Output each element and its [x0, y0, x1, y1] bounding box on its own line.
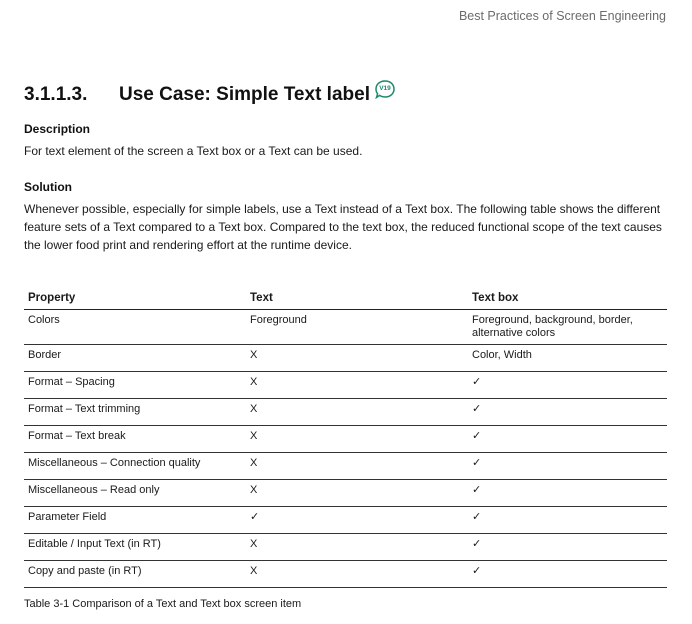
cell-text-box: ✓ — [468, 399, 667, 426]
cell-text-box: Foreground, background, border, alternative colors — [468, 310, 667, 345]
cell-text-box: ✓ — [468, 480, 667, 507]
cell-text: X — [246, 453, 468, 480]
cell-text: X — [246, 399, 468, 426]
cell-property: Editable / Input Text (in RT) — [24, 534, 246, 561]
cell-text: X — [246, 345, 468, 372]
cell-property: Colors — [24, 310, 246, 345]
cell-text: Foreground — [246, 310, 468, 345]
cell-text-box: ✓ — [468, 453, 667, 480]
comparison-table — [24, 286, 667, 588]
cell-text-box: ✓ — [468, 372, 667, 399]
header-text: Text — [246, 286, 468, 310]
cell-text: X — [246, 561, 468, 588]
table-row — [24, 534, 667, 561]
table-row — [24, 310, 667, 345]
cell-property: Border — [24, 345, 246, 372]
section-heading — [24, 82, 397, 106]
section-title: Use Case: Simple Text label — [119, 84, 370, 105]
cell-text-box: ✓ — [468, 561, 667, 588]
table-header-row — [24, 286, 667, 310]
table-row — [24, 426, 667, 453]
cell-property: Miscellaneous – Read only — [24, 480, 246, 507]
table-row — [24, 480, 667, 507]
header-text-box: Text box — [468, 286, 667, 310]
solution-text: Whenever possible, especially for simple labels, use a Text instead of a Text box. The following table shows the different feature sets of a Text compared to a Text box. Compared to the text box, the reduced functional scope of the text causes the lower food print and rendering effort at the runtime device. — [24, 202, 662, 252]
cell-property: Parameter Field — [24, 507, 246, 534]
running-header: Best Practices of Screen Engineering — [458, 9, 666, 23]
cell-property: Format – Text break — [24, 426, 246, 453]
table-row — [24, 372, 667, 399]
table-caption: Table 3-1 Comparison of a Text and Text box screen item — [24, 598, 302, 610]
description-text: For text element of the screen a Text box or a Text can be used. — [24, 144, 363, 158]
cell-text-box: Color, Width — [468, 345, 667, 372]
version-badge-label: V19 — [379, 85, 391, 92]
table-row — [24, 507, 667, 534]
cell-property: Miscellaneous – Connection quality — [24, 453, 246, 480]
description-label: Description — [24, 122, 91, 136]
version-badge-icon — [373, 78, 397, 102]
cell-text: X — [246, 534, 468, 561]
table-row — [24, 345, 667, 372]
cell-property: Copy and paste (in RT) — [24, 561, 246, 588]
table-row — [24, 399, 667, 426]
cell-text-box: ✓ — [468, 534, 667, 561]
solution-label: Solution — [24, 180, 72, 194]
cell-text-box: ✓ — [468, 426, 667, 453]
cell-property: Format – Text trimming — [24, 399, 246, 426]
cell-text: X — [246, 426, 468, 453]
cell-text-box: ✓ — [468, 507, 667, 534]
table-row — [24, 453, 667, 480]
cell-text: X — [246, 372, 468, 399]
section-number: 3.1.1.3. — [24, 84, 88, 105]
cell-property: Format – Spacing — [24, 372, 246, 399]
cell-text: X — [246, 480, 468, 507]
cell-text: ✓ — [246, 507, 468, 534]
header-property: Property — [24, 286, 246, 310]
table-row — [24, 561, 667, 588]
